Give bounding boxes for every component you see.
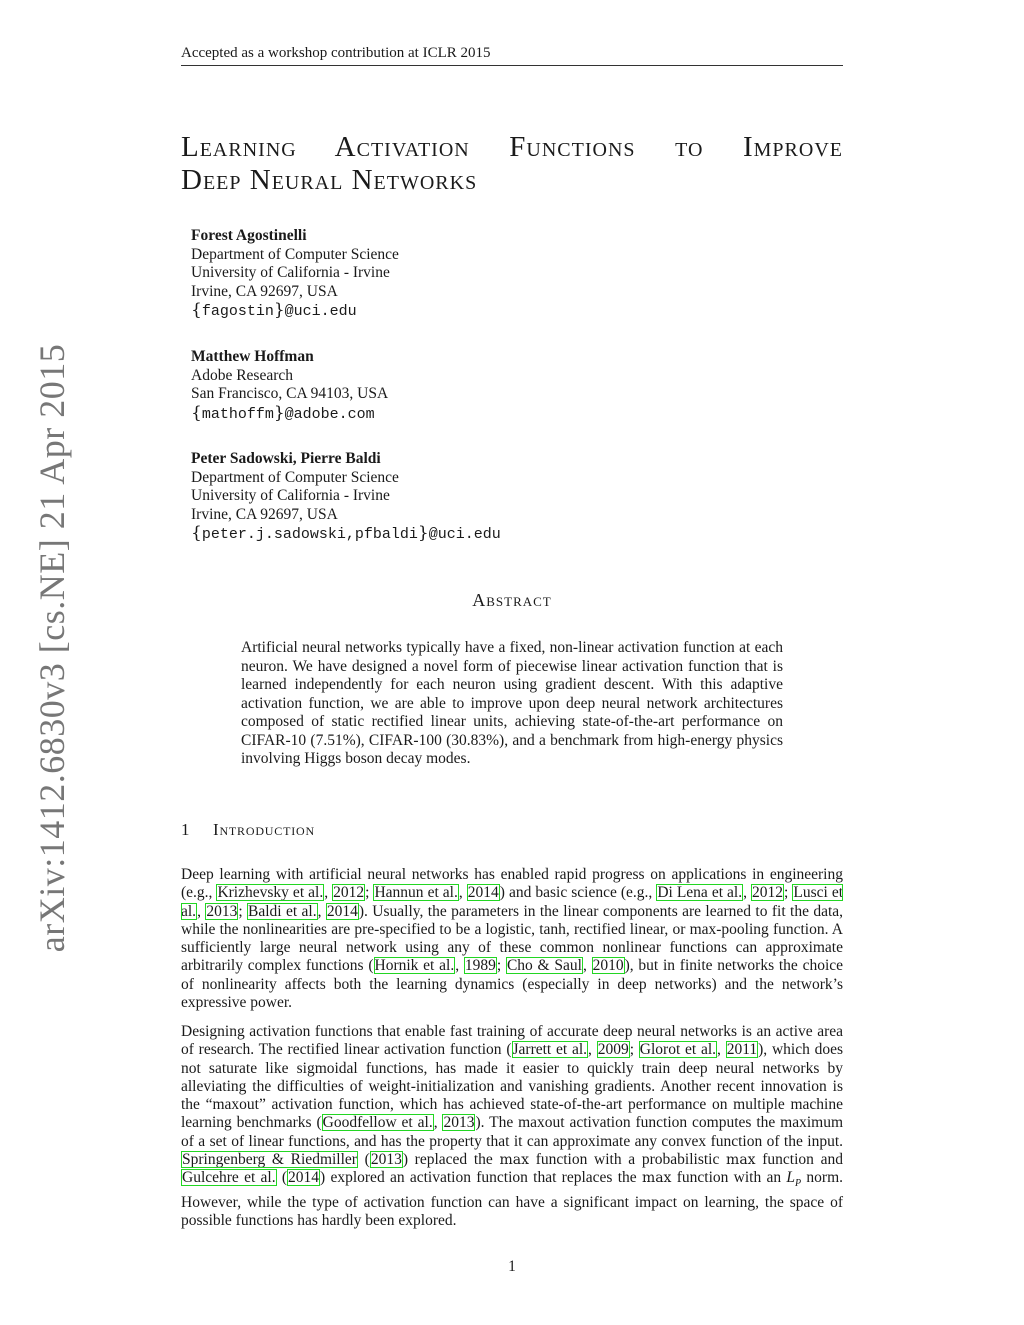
citation-link[interactable]: 1989: [464, 957, 496, 975]
text-run: Deep learning with artificial neural networks has enabled rapid progress on applications in engineering (e.g.,: [181, 866, 843, 902]
citation-link[interactable]: 2013: [206, 902, 238, 920]
citation-link[interactable]: Glorot et al.: [639, 1041, 717, 1059]
math-l: L: [786, 1169, 796, 1187]
text-run: ). Usually, the parameters in the linear components are learned to fit the data, while the nonlinearities are pre-specified to be a logistic, tanh, rectified linear, or max-pooling function. A sufficiently large neural network using any of these common nonlinear functions can approximate arbitrarily complex functions (: [181, 902, 844, 975]
author-affiliation-line: Department of Computer Science: [191, 468, 399, 486]
text-run: ), but in finite networks the choice of nonlinearity affects both the learning dynamics (especially in deep networks) and the network’s expressive power.: [181, 957, 844, 1012]
author-name: Peter Sadowski, Pierre Baldi: [191, 450, 381, 467]
text-run: (: [276, 1169, 288, 1187]
text-run: function with an: [671, 1169, 787, 1187]
citation-link[interactable]: 2014: [467, 884, 499, 902]
email-domain: @adobe.com: [284, 405, 375, 423]
math-max: max: [726, 1152, 756, 1169]
citation-link[interactable]: 2013: [443, 1114, 475, 1132]
citation-link[interactable]: Baldi et al.: [248, 902, 317, 920]
author-name: Matthew Hoffman: [191, 348, 314, 365]
text-run: ) and basic science (e.g.,: [499, 884, 657, 902]
email-user: fagostin: [201, 303, 274, 320]
citation-link[interactable]: Hornik et al.: [374, 957, 455, 975]
arxiv-stamp: arXiv:1412.6830v3 [cs.NE] 21 Apr 2015: [32, 343, 72, 953]
text-run: norm. However, while the type of activation function can have a significant impact on learning, the space of possible functions has hardly been explored.: [181, 1169, 844, 1230]
text-run: ,: [433, 1114, 443, 1132]
math-max: max: [499, 1152, 530, 1169]
author-name: Forest Agostinelli: [191, 227, 307, 244]
citation-link[interactable]: Cho & Saul: [506, 957, 582, 975]
author-affiliation-line: Department of Computer Science: [191, 245, 399, 263]
title-line-2: Deep Neural Networks: [181, 164, 478, 196]
text-run: ,: [717, 1041, 726, 1059]
section-heading: [181, 820, 315, 840]
text-run: function with a probabilistic: [529, 1151, 727, 1169]
citation-link[interactable]: 2014: [288, 1169, 320, 1187]
text-run: function and: [755, 1151, 843, 1169]
math-max: max: [641, 1170, 672, 1187]
intro-paragraph-1: [181, 866, 843, 1012]
author-affiliation-line: Irvine, CA 92697, USA: [191, 505, 338, 523]
citation-link[interactable]: Di Lena et al.: [657, 884, 743, 902]
text-run: ). The maxout activation function computes the maximum of a set of linear functions, and has the property that it can approximate any convex function of the input.: [181, 1114, 844, 1150]
email-user: mathoffm: [201, 405, 274, 423]
paper-title: [181, 131, 843, 197]
author-affiliation-line: Irvine, CA 92697, USA: [191, 282, 338, 300]
citation-link[interactable]: 2013: [370, 1151, 402, 1169]
text-run: ;: [238, 902, 248, 920]
abstract-text: Artificial neural networks typically have a fixed, non-linear activation function at each neuron. We have designed a novel form of piecewise linear activation function that is learned independently for each neuron using gradient descent. With this adaptive activation function, we are able to improve upon deep neural network architectures composed of static rectified linear units, achieving state-of-the-art performance on CIFAR-10 (7.51%), CIFAR-100 (30.83%), and a benchmark from high-energy physics involving Higgs boson decay modes.: [241, 639, 783, 767]
citation-link[interactable]: Springenberg & Riedmiller: [182, 1151, 357, 1169]
text-run: ), which does not saturate like sigmoidal functions, has made it easier to quickly train deep neural networks by alleviating the difficulties of weight-initialization and vanishing gradients. Another recent innovation is the “maxout” activation function, which has achieved state-of-the-art performance on multiple machine learning benchmarks (: [181, 1041, 844, 1132]
text-run: ,: [588, 1041, 597, 1059]
citation-link[interactable]: 2010: [592, 957, 624, 975]
text-run: ,: [317, 902, 326, 920]
text-run: ;: [365, 884, 374, 902]
author-affiliation-line: University of California - Irvine: [191, 264, 390, 281]
citation-link[interactable]: Jarrett et al.: [512, 1041, 588, 1059]
text-run: ;: [496, 957, 506, 975]
citation-link[interactable]: 2012: [752, 884, 784, 902]
citation-link[interactable]: 2014: [326, 902, 358, 920]
math-subscript: P: [795, 1178, 802, 1190]
title-line-1: Learning Activation Functions to Improve: [181, 131, 843, 163]
text-run: ,: [197, 902, 206, 920]
text-run: ,: [582, 957, 592, 975]
author-affiliation-line: University of California - Irvine: [191, 487, 390, 504]
citation-link[interactable]: 2012: [333, 884, 365, 902]
author-affiliation-line: San Francisco, CA 94103, USA: [191, 385, 389, 402]
citation-link[interactable]: Hannun et al.: [374, 884, 458, 902]
author-email: {fagostin}@uci.edu: [191, 300, 357, 320]
email-domain: @uci.edu: [428, 526, 501, 543]
citation-link[interactable]: 2009: [597, 1041, 629, 1059]
author-affiliation-line: Adobe Research: [191, 366, 293, 384]
math-lp: [786, 1169, 802, 1190]
text-run: ,: [455, 957, 464, 975]
section-number: 1: [181, 820, 191, 839]
citation-link[interactable]: Gulcehre et al.: [182, 1169, 276, 1187]
abstract-heading: Abstract: [472, 590, 552, 610]
text-run: ) explored an activation function that replaces the: [320, 1169, 642, 1187]
text-run: (: [357, 1151, 370, 1169]
text-run: ;: [629, 1041, 639, 1059]
citation-link[interactable]: Lusci et al.: [181, 884, 844, 920]
citation-link[interactable]: 2011: [726, 1041, 758, 1059]
author-email: {mathoffm}@adobe.com: [191, 402, 375, 423]
page-number: 1: [508, 1258, 516, 1275]
email-domain: @uci.edu: [284, 303, 357, 320]
text-run: ,: [458, 884, 467, 902]
intro-paragraph-2: [181, 1023, 843, 1230]
author-block: [191, 348, 791, 424]
citation-link[interactable]: Goodfellow et al.: [322, 1114, 433, 1132]
author-block: [191, 450, 791, 545]
text-run: ,: [324, 884, 333, 902]
citation-link[interactable]: Krizhevsky et al.: [217, 884, 324, 902]
text-run: ;: [784, 884, 793, 902]
section-title: Introduction: [213, 820, 315, 839]
author-block: [191, 227, 791, 322]
running-header: Accepted as a workshop contribution at ICLR 2015: [181, 43, 843, 66]
text-run: Designing activation functions that enable fast training of accurate deep neural networks is an active area of research. The rectified linear activation function (: [181, 1023, 843, 1059]
text-run: ,: [743, 884, 752, 902]
text-run: ) replaced the: [402, 1151, 500, 1169]
author-email: {peter.j.sadowski,pfbaldi}@uci.edu: [191, 523, 501, 543]
email-user: peter.j.sadowski,pfbaldi: [201, 526, 418, 543]
